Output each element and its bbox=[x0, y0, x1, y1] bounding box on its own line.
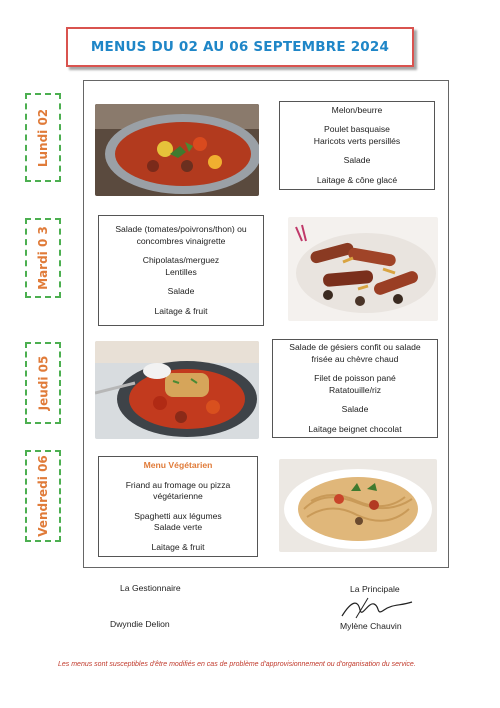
dish-item: Poulet basquaise bbox=[324, 124, 390, 135]
menu-box-lundi bbox=[279, 101, 435, 190]
day-label-vendredi: Vendredi 06 bbox=[36, 455, 51, 537]
vegetable-spaghetti-photo bbox=[279, 459, 437, 552]
dish-item: Spaghetti aux légumes bbox=[134, 510, 222, 521]
menu-title: MENUS DU 02 AU 06 SEPTEMBRE 2024 bbox=[90, 39, 390, 55]
dish-item: Laitage & fruit bbox=[151, 541, 205, 552]
day-label-mardi: Mardi 0 3 bbox=[36, 226, 50, 290]
dish-item: Friand au fromage ou pizza bbox=[125, 479, 231, 490]
dish-item: concombres vinaigrette bbox=[136, 235, 226, 246]
dish-item: Laitage & fruit bbox=[154, 305, 208, 316]
manager-role: La Gestionnaire bbox=[120, 583, 181, 593]
menu-title-box bbox=[66, 27, 414, 67]
dish-item: Filet de poisson pané bbox=[314, 373, 396, 383]
menu-box-mardi bbox=[98, 215, 264, 326]
dish-item: végétarienne bbox=[153, 491, 203, 501]
day-label-box-lundi bbox=[25, 93, 61, 182]
menu-box-vendredi bbox=[98, 456, 258, 557]
dish-item: Salade verte bbox=[153, 522, 203, 532]
dish-item: Chipolatas/merguez bbox=[142, 255, 220, 265]
basquaise-chicken-photo bbox=[95, 104, 259, 196]
dish-item: Salade bbox=[343, 155, 371, 166]
principal-name: Mylène Chauvin bbox=[340, 621, 402, 631]
principal-role: La Principale bbox=[350, 584, 400, 594]
dish-item: frisée au chèvre chaud bbox=[311, 353, 399, 364]
day-label-lundi: Lundi 02 bbox=[36, 108, 50, 167]
day-label-box-mardi bbox=[25, 218, 61, 298]
dish-item: Laitage & cône glacé bbox=[316, 174, 398, 185]
vegetarian-menu-tag: Menu Végétarien bbox=[143, 460, 213, 470]
dish-item: Salade bbox=[167, 286, 195, 296]
footer-disclaimer: Les menus sont susceptibles d'être modifiés en cas de problème d'approvisionnement ou d'organisation du service. bbox=[58, 661, 416, 668]
dish-item: Salade de gésiers confit ou salade bbox=[289, 342, 421, 352]
dish-item: Melon/beurre bbox=[331, 104, 383, 115]
handwritten-signature bbox=[338, 596, 418, 620]
dish-item: Ratatouille/riz bbox=[328, 384, 382, 395]
manager-name: Dwyndie Delion bbox=[110, 619, 170, 629]
dish-item: Salade bbox=[341, 404, 369, 414]
dish-item: Lentilles bbox=[165, 266, 197, 277]
dish-item: Laitage beignet chocolat bbox=[308, 423, 402, 434]
menu-box-jeudi bbox=[272, 339, 438, 438]
grilled-sausages-photo bbox=[288, 217, 438, 321]
day-label-box-jeudi bbox=[25, 342, 61, 424]
dish-item: Haricots verts persillés bbox=[313, 135, 401, 146]
day-label-jeudi: Jeudi 05 bbox=[36, 355, 51, 411]
breaded-fish-ratatouille-photo bbox=[95, 341, 259, 439]
dish-item: Salade (tomates/poivrons/thon) ou bbox=[115, 224, 247, 234]
day-label-box-vendredi bbox=[25, 450, 61, 542]
